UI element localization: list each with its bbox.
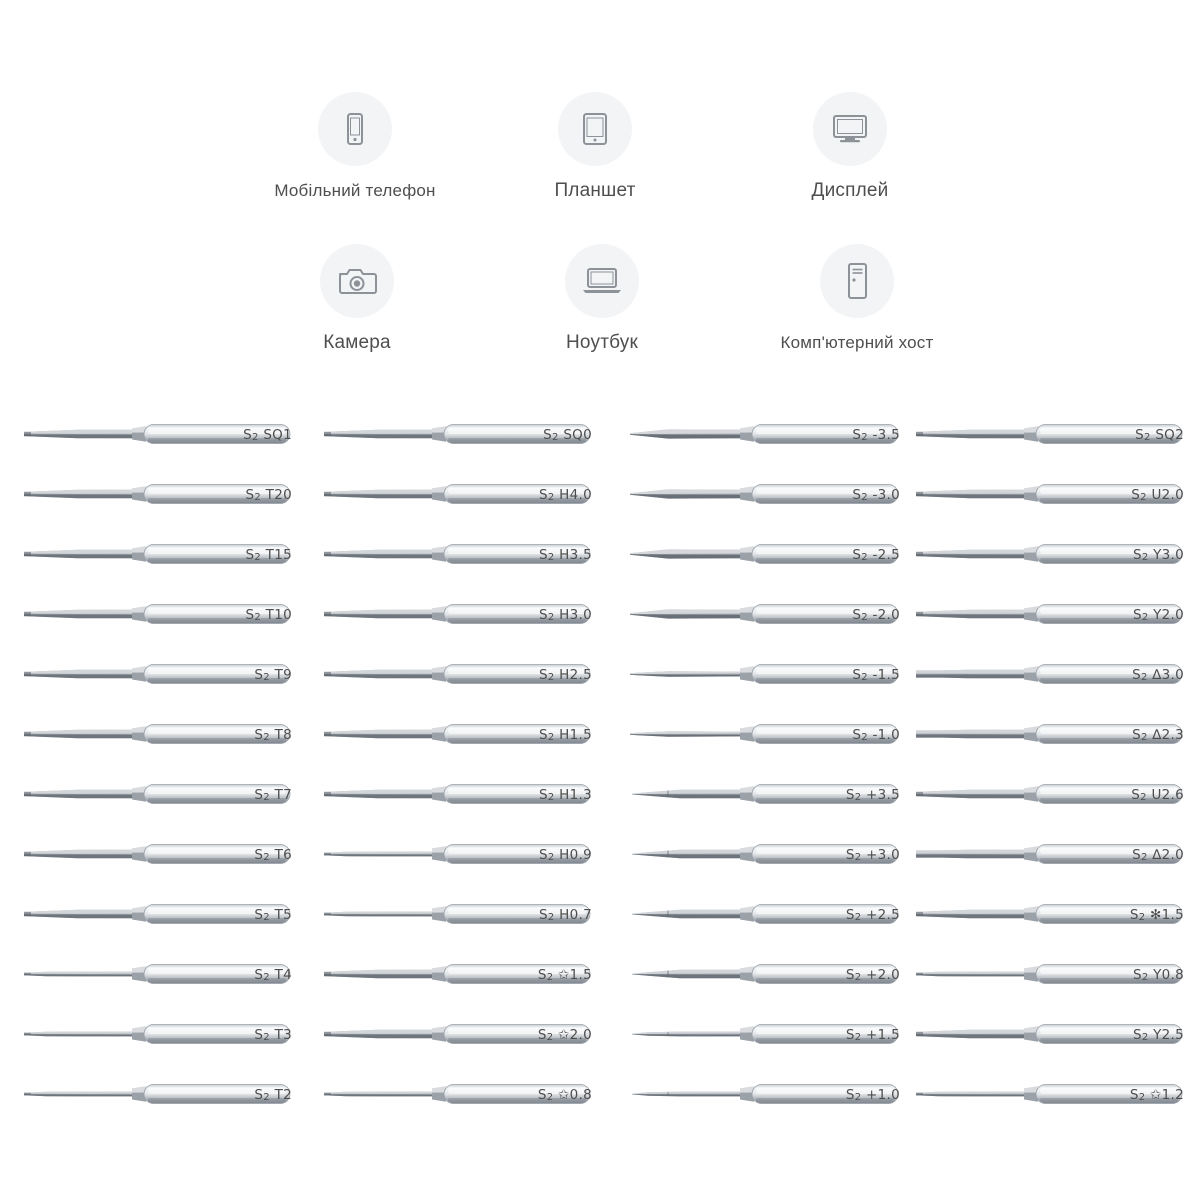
- bit-code: ✩0.8: [558, 1087, 592, 1103]
- bit-column-1: [20, 405, 310, 1125]
- bit-label: S2 +3.5: [845, 787, 900, 803]
- bit-code: U2.0: [1151, 487, 1184, 503]
- bit-item: [320, 885, 610, 945]
- bit-label: S2 +3.0: [845, 847, 900, 863]
- bit-torx-icon: [20, 537, 292, 571]
- compatibility-item-tablet: [480, 92, 710, 203]
- bit-item: [628, 885, 918, 945]
- bit-item: [628, 705, 918, 765]
- bit-item: [628, 405, 918, 465]
- bit-code: T4: [274, 967, 292, 983]
- screwdriver-bits-grid: [0, 405, 1200, 1145]
- bit-code: H3.0: [559, 607, 592, 623]
- bit-label: S2 T3: [254, 1027, 292, 1043]
- bit-code: Y2.0: [1153, 607, 1184, 623]
- bit-label: S2 SQ0: [543, 427, 592, 443]
- compatibility-item-label: Мобільний телефон: [274, 181, 436, 200]
- bit-item: [20, 525, 310, 585]
- bit-item: [912, 465, 1200, 525]
- bit-hex-icon: [320, 717, 592, 751]
- bit-flat-icon: [628, 537, 900, 571]
- bit-label: S2 T7: [254, 787, 292, 803]
- bit-code: Y2.5: [1153, 1027, 1184, 1043]
- bit-code: -2.5: [872, 547, 900, 563]
- bit-code: ∆3.0: [1152, 667, 1184, 683]
- bit-item: [912, 585, 1200, 645]
- bit-phillips-icon: [628, 897, 900, 931]
- bit-item: [320, 405, 610, 465]
- bit-label: S2 Y0.8: [1132, 967, 1184, 983]
- bit-label: S2 -1.5: [852, 667, 900, 683]
- compatibility-item-label: Камера: [323, 332, 391, 353]
- bit-label: S2 -1.0: [852, 727, 900, 743]
- bit-column-3: [628, 405, 918, 1125]
- bit-item: [912, 765, 1200, 825]
- bit-torx-icon: [20, 837, 292, 871]
- bit-code: H1.5: [559, 727, 592, 743]
- bit-column-4: [912, 405, 1200, 1125]
- bit-item: [628, 585, 918, 645]
- compatibility-item-desktop-tower: [742, 244, 972, 355]
- bit-item: [912, 645, 1200, 705]
- compatibility-item-label: Ноутбук: [566, 332, 638, 353]
- bit-item: [320, 465, 610, 525]
- bit-label: S2 H3.0: [539, 607, 592, 623]
- bit-label: S2 ✩2.0: [537, 1027, 592, 1043]
- bit-pentalobe-thin-icon: [320, 1077, 592, 1111]
- bit-hex-icon: [320, 477, 592, 511]
- bit-phillips-thin-icon: [628, 1017, 900, 1051]
- bit-torx-security-icon: [912, 897, 1184, 931]
- bit-pentalobe-icon: [320, 1017, 592, 1051]
- bit-hex-thin-icon: [320, 837, 592, 871]
- bit-item: [20, 885, 310, 945]
- bit-item: [320, 765, 610, 825]
- bit-label: S2 -2.0: [852, 607, 900, 623]
- bit-hex-icon: [320, 537, 592, 571]
- bit-code: T2: [274, 1087, 292, 1103]
- bit-item: [628, 1005, 918, 1065]
- bit-u-shape-icon: [912, 777, 1184, 811]
- bit-code: -3.5: [872, 427, 900, 443]
- compatibility-item-mobile-phone: [240, 92, 470, 203]
- bit-code: -3.0: [872, 487, 900, 503]
- bit-item: [628, 765, 918, 825]
- bit-label: S2 H0.7: [539, 907, 592, 923]
- bit-code: T7: [274, 787, 292, 803]
- bit-torx-thin-icon: [20, 957, 292, 991]
- bit-tri-wing-icon: [912, 1017, 1184, 1051]
- bit-code: -1.5: [872, 667, 900, 683]
- bit-item: [912, 945, 1200, 1005]
- bit-label: S2 ✩0.8: [537, 1087, 592, 1103]
- bit-label: S2 -3.5: [852, 427, 900, 443]
- bit-label: S2 ✩1.5: [537, 967, 592, 983]
- bit-phillips-icon: [628, 957, 900, 991]
- bit-tri-wing-icon: [912, 537, 1184, 571]
- bit-label: S2 SQ2: [1135, 427, 1184, 443]
- bit-code: H1.3: [559, 787, 592, 803]
- bit-tri-wing-thin-icon: [912, 957, 1184, 991]
- desktop-tower-icon: [820, 244, 894, 318]
- bit-item: [20, 945, 310, 1005]
- bit-hex-icon: [320, 777, 592, 811]
- bit-item: [20, 585, 310, 645]
- bit-item: [912, 885, 1200, 945]
- bit-item: [628, 1065, 918, 1125]
- bit-code: +1.0: [866, 1087, 900, 1103]
- bit-label: S2 H4.0: [539, 487, 592, 503]
- compatibility-item-monitor: [735, 92, 965, 203]
- bit-column-2: [320, 405, 610, 1125]
- bit-code: SQ1: [263, 427, 292, 443]
- bit-code: +1.5: [866, 1027, 900, 1043]
- bit-flat-icon: [628, 477, 900, 511]
- bit-code: T10: [265, 607, 292, 623]
- bit-phillips-thin-icon: [628, 1077, 900, 1111]
- bit-item: [628, 525, 918, 585]
- bit-hex-icon: [320, 597, 592, 631]
- bit-triangle-icon: [912, 837, 1184, 871]
- bit-item: [320, 825, 610, 885]
- bit-item: [320, 945, 610, 1005]
- bit-label: S2 U2.0: [1131, 487, 1184, 503]
- bit-item: [320, 525, 610, 585]
- bit-label: S2 H1.3: [539, 787, 592, 803]
- bit-code: T8: [274, 727, 292, 743]
- bit-code: +3.0: [866, 847, 900, 863]
- bit-triangle-icon: [912, 657, 1184, 691]
- bit-label: S2 +2.5: [845, 907, 900, 923]
- compatibility-item-laptop: [487, 244, 717, 355]
- bit-label: S2 T15: [245, 547, 292, 563]
- bit-phillips-icon: [628, 837, 900, 871]
- bit-code: +2.5: [866, 907, 900, 923]
- bit-phillips-icon: [628, 777, 900, 811]
- bit-item: [20, 765, 310, 825]
- bit-label: S2 SQ1: [243, 427, 292, 443]
- bit-code: T3: [274, 1027, 292, 1043]
- bit-item: [628, 465, 918, 525]
- bit-item: [20, 705, 310, 765]
- bit-torx-icon: [20, 717, 292, 751]
- camera-icon: [320, 244, 394, 318]
- bit-label: S2 T6: [254, 847, 292, 863]
- compatibility-item-camera: [242, 244, 472, 355]
- bit-label: S2 H1.5: [539, 727, 592, 743]
- laptop-icon: [565, 244, 639, 318]
- bit-code: +3.5: [866, 787, 900, 803]
- bit-square-icon: [912, 417, 1184, 451]
- bit-label: S2 Y3.0: [1132, 547, 1184, 563]
- bit-square-icon: [20, 417, 292, 451]
- bit-code: H4.0: [559, 487, 592, 503]
- bit-label: S2 Y2.0: [1132, 607, 1184, 623]
- bit-label: S2 T9: [254, 667, 292, 683]
- tablet-icon: [558, 92, 632, 166]
- bit-label: S2 T20: [245, 487, 292, 503]
- bit-code: U2.6: [1151, 787, 1184, 803]
- bit-label: S2 +1.5: [845, 1027, 900, 1043]
- bit-code: ✩1.2: [1150, 1087, 1184, 1103]
- bit-label: S2 T8: [254, 727, 292, 743]
- bit-label: S2 -3.0: [852, 487, 900, 503]
- bit-code: T15: [265, 547, 292, 563]
- bit-item: [320, 705, 610, 765]
- bit-label: S2 H0.9: [539, 847, 592, 863]
- bit-label: S2 ∆2.0: [1132, 847, 1184, 863]
- monitor-icon: [813, 92, 887, 166]
- bit-label: S2 T5: [254, 907, 292, 923]
- bit-item: [20, 825, 310, 885]
- bit-item: [628, 645, 918, 705]
- bit-torx-icon: [20, 777, 292, 811]
- mobile-phone-icon: [318, 92, 392, 166]
- bit-label: S2 ∆2.3: [1132, 727, 1184, 743]
- bit-torx-icon: [20, 897, 292, 931]
- bit-label: S2 H2.5: [539, 667, 592, 683]
- bit-label: S2 Y2.5: [1132, 1027, 1184, 1043]
- bit-item: [320, 645, 610, 705]
- bit-item: [320, 1065, 610, 1125]
- bit-label: S2 T2: [254, 1087, 292, 1103]
- bit-item: [912, 1005, 1200, 1065]
- bit-label: S2 -2.5: [852, 547, 900, 563]
- bit-flat-thin-icon: [628, 717, 900, 751]
- bit-item: [20, 1065, 310, 1125]
- bit-code: T5: [274, 907, 292, 923]
- bit-label: S2 U2.6: [1131, 787, 1184, 803]
- bit-code: H0.7: [559, 907, 592, 923]
- bit-triangle-icon: [912, 717, 1184, 751]
- bit-code: T9: [274, 667, 292, 683]
- bit-label: S2 H3.5: [539, 547, 592, 563]
- bit-code: SQ0: [563, 427, 592, 443]
- bit-code: ∆2.0: [1152, 847, 1184, 863]
- bit-flat-icon: [628, 597, 900, 631]
- bit-item: [912, 705, 1200, 765]
- bit-item: [912, 825, 1200, 885]
- bit-hex-thin-icon: [320, 897, 592, 931]
- bit-code: ✩2.0: [558, 1027, 592, 1043]
- bit-code: ✻1.5: [1150, 907, 1184, 923]
- bit-item: [20, 465, 310, 525]
- bit-item: [20, 1005, 310, 1065]
- bit-code: -2.0: [872, 607, 900, 623]
- compatibility-item-label: Планшет: [554, 180, 636, 201]
- bit-item: [320, 585, 610, 645]
- bit-item: [20, 405, 310, 465]
- bit-label: S2 T4: [254, 967, 292, 983]
- bit-tri-wing-icon: [912, 597, 1184, 631]
- bit-torx-icon: [20, 657, 292, 691]
- bit-code: H2.5: [559, 667, 592, 683]
- bit-pentalobe-icon: [320, 957, 592, 991]
- bit-item: [628, 825, 918, 885]
- bit-code: H3.5: [559, 547, 592, 563]
- bit-item: [912, 1065, 1200, 1125]
- bit-label: S2 ∆3.0: [1132, 667, 1184, 683]
- bit-pentalobe-thin-icon: [912, 1077, 1184, 1111]
- bit-item: [628, 945, 918, 1005]
- bit-code: ∆2.3: [1152, 727, 1184, 743]
- bit-code: ✩1.5: [558, 967, 592, 983]
- bit-code: Y3.0: [1153, 547, 1184, 563]
- bit-code: SQ2: [1155, 427, 1184, 443]
- bit-hex-icon: [320, 657, 592, 691]
- bit-torx-thin-icon: [20, 1017, 292, 1051]
- bit-code: T6: [274, 847, 292, 863]
- bit-flat-thin-icon: [628, 657, 900, 691]
- bit-torx-thin-icon: [20, 1077, 292, 1111]
- bit-torx-icon: [20, 477, 292, 511]
- bit-label: S2 T10: [245, 607, 292, 623]
- bit-label: S2 ✻1.5: [1129, 907, 1184, 923]
- bit-u-shape-icon: [912, 477, 1184, 511]
- compatibility-item-label: Дисплей: [811, 180, 889, 201]
- bit-torx-icon: [20, 597, 292, 631]
- bit-square-icon: [320, 417, 592, 451]
- bit-item: [912, 405, 1200, 465]
- bit-item: [20, 645, 310, 705]
- bit-label: S2 +2.0: [845, 967, 900, 983]
- compatibility-item-label: Комп'ютерний хост: [780, 333, 934, 352]
- bit-code: -1.0: [872, 727, 900, 743]
- bit-flat-icon: [628, 417, 900, 451]
- bit-item: [320, 1005, 610, 1065]
- bit-code: H0.9: [559, 847, 592, 863]
- bit-label: S2 ✩1.2: [1129, 1087, 1184, 1103]
- bit-code: +2.0: [866, 967, 900, 983]
- bit-code: T20: [265, 487, 292, 503]
- bit-label: S2 +1.0: [845, 1087, 900, 1103]
- bit-item: [912, 525, 1200, 585]
- compatibility-section: [0, 92, 1200, 402]
- bit-code: Y0.8: [1153, 967, 1184, 983]
